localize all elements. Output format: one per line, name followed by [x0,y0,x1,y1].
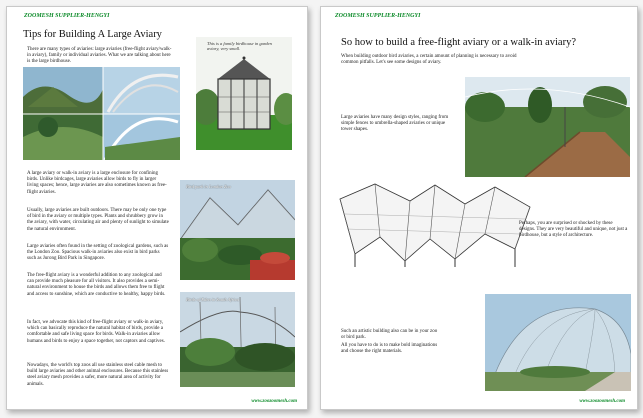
gazebo-birdhouse-image [196,37,292,150]
advocate-paragraph: In fact, we advocate this kind of free-flight aviary or walk-in aviary, which can basically reproduce the natural habitat of birds, provide a comfortable and safe living space for birds. Walk-in aviaries allow humans and birds to enjoy a space together, not captors and captives. [27,320,165,344]
dome-aviary-image [485,294,631,391]
brand-header: ZOOMESH SUPPLIER-HENGYI [335,13,421,19]
design-styles-paragraph: Large aviaries have many design styles, ranging from simple fences to umbrella-shaped aviaries or unique tower shapes. [341,115,449,133]
website-link[interactable]: www.zoozoomesh.com [579,399,625,404]
gazebo-caption: This is a family birdhouse in garden aviary, very small. [207,41,272,51]
planning-paragraph: When building outdoor bird aviaries, a certain amount of planning is necessary to avoid common pitfalls. Let's see some designs of aviary. [341,54,517,66]
imagination-paragraph: All you have to do is to make bold imaginations and choose the right materials. [341,343,438,355]
boardwalk-aviary-image [465,77,630,177]
left-page [6,6,308,410]
brand-header: ZOOMESH SUPPLIER-HENGYI [24,13,110,19]
london-zoo-caption: Bird park in London Zoo [186,184,231,189]
aviary-collage-image [23,67,180,160]
stainless-mesh-paragraph: Nowadays, the world's top zoos all use stainless steel cable mesh to build large aviaries and other animal enclosures. Because this stainless steel aviary mesh provides a safer, more natural area of activity for animals. [27,363,169,387]
website-link[interactable]: www.zoozoomesh.com [251,399,297,404]
right-page [320,6,638,410]
tent-aviary-structure-image [335,179,535,269]
page-title: Tips for Building A Large Aviary [23,29,162,40]
zoo-aviary-paragraph: Large aviaries often found in the setting of zoological gardens, such as the London Zoo. Spacious walk-in aviaries also exist in bird parks such as Jurong Bird Park in Singapore. [27,244,169,262]
surprised-paragraph: Perhaps, you are surprised or shocked by these designs. They are very beautiful and unique, not just a birdhouse, but a style of architecture. [519,221,628,239]
walk-in-aviary-paragraph: A large aviary or walk-in aviary is a large enclosure for confining birds. Unlike birdcages, large aviaries allow birds to fly in larger living spaces; hence, large aviaries are also sometimes known as free-flight aviaries. [27,171,167,195]
page-title: So how to build a free-flight aviary or a walk-in aviary? [341,37,577,48]
artistic-building-paragraph: Such an artistic building also can be in your zoo or bird park. [341,329,438,341]
free-flight-paragraph: The free-flight aviary is a wonderful addition to any zoological and can provide much pleasure for all visitors. It also provides a semi-natural environment to house the birds and allows them free to flight and access to sunshine, which are conductive to healthy, happy birds. [27,273,166,297]
london-zoo-image [180,180,295,280]
outdoor-aviary-paragraph: Usually, large aviaries are built outdoors. There may be only one type of bird in the aviary or multiple types. Plants and shrubbery grow in the aviary, with water, circulating air and plenty of sunlight to simulate the natural environment. [27,208,169,232]
birds-of-eden-caption: Birds of Eden in South Africa [186,297,239,302]
intro-paragraph: There are many types of aviaries: large aviaries (free-flight aviary/walk-in aviary), family or individual aviaries. What we are talking about here is the large birdhouse. [27,47,172,65]
birds-of-eden-image [180,292,295,387]
